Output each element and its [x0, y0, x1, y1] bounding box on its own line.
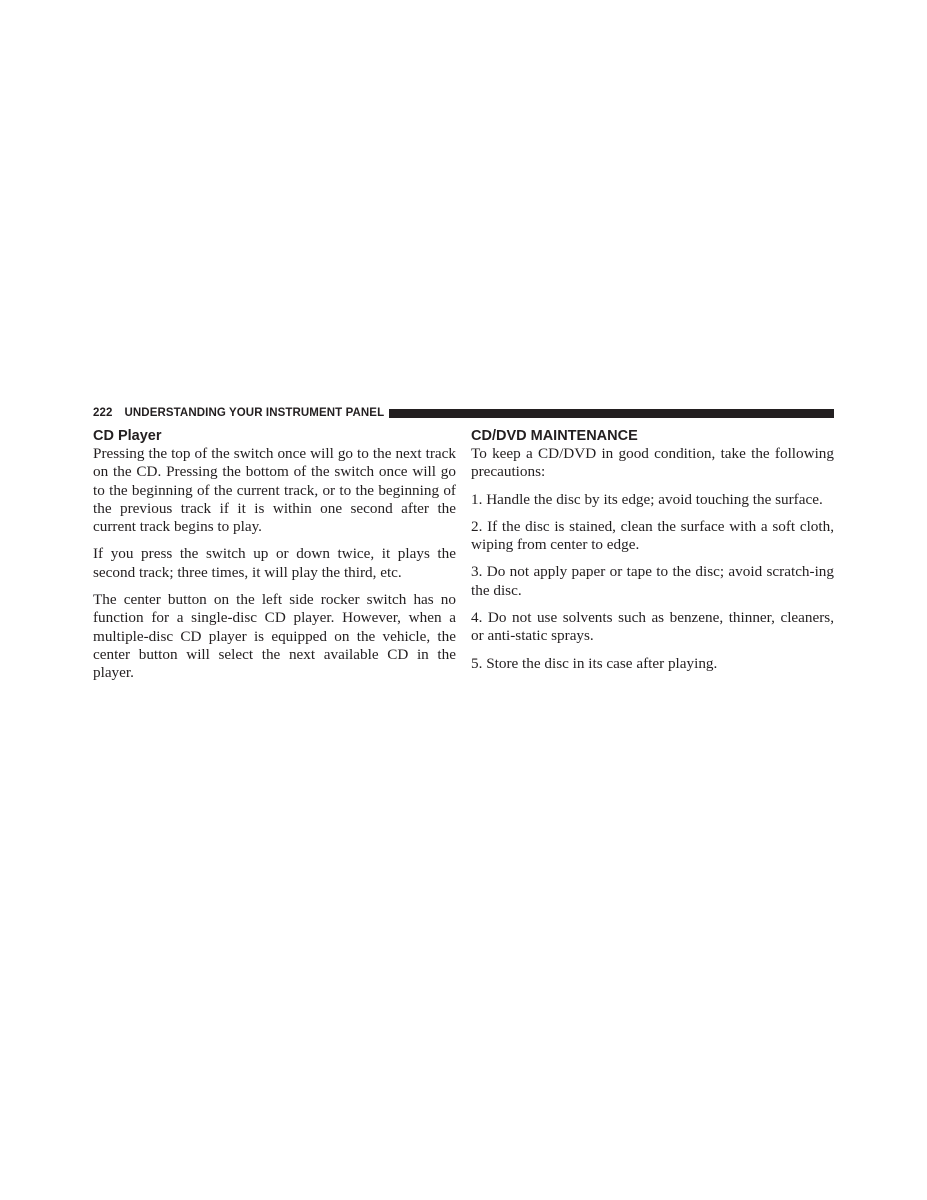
left-column [93, 428, 456, 692]
header-rule [389, 409, 834, 418]
list-item: 4. Do not use solvents such as benzene, thinner, cleaners, or anti-static sprays. [471, 609, 834, 645]
maintenance-heading: CD/DVD MAINTENANCE [471, 428, 638, 444]
paragraph: The center button on the left side rocker switch has no function for a single-disc CD player. However, when a multiple-disc CD player is equipped on the vehicle, the center button will select the next available CD in the player. [93, 591, 456, 682]
page-number: 222 [93, 407, 113, 419]
page-header [93, 406, 834, 420]
list-item: 5. Store the disc in its case after playing. [471, 654, 718, 672]
paragraph: Pressing the top of the switch once will go to the next track on the CD. Pressing the bottom of the switch once will go to the beginning of the current track, or to the beginning of the previous track if it is within one second after the current track begins to play. [93, 445, 456, 536]
intro-paragraph: To keep a CD/DVD in good condition, take the following precautions: [471, 445, 834, 481]
list-item: 2. If the disc is stained, clean the surface with a soft cloth, wiping from center to edge. [471, 517, 834, 554]
cd-player-heading: CD Player [93, 428, 162, 444]
list-item: 3. Do not apply paper or tape to the disc; avoid scratch-ing the disc. [471, 563, 834, 599]
paragraph: If you press the switch up or down twice, it plays the second track; three times, it will play the third, etc. [93, 545, 456, 581]
list-item: 1. Handle the disc by its edge; avoid touching the surface. [471, 490, 823, 508]
right-column [471, 428, 834, 682]
section-title: UNDERSTANDING YOUR INSTRUMENT PANEL [124, 407, 385, 419]
